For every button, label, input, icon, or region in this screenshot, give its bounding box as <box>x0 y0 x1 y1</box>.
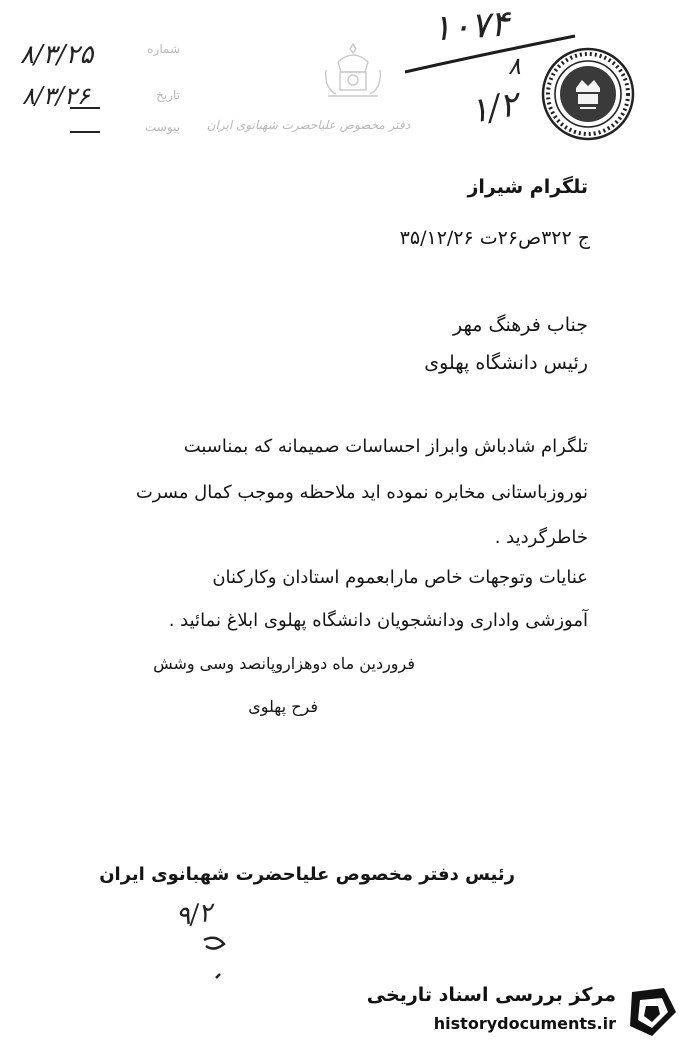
watermark-title: مرکز بررسی اسناد تاریخی <box>366 984 616 1006</box>
body-line-2: نوروزباستانی مخابره نموده اید ملاحظه وموجب کمال مسرت <box>135 482 588 503</box>
handwritten-note-2: ۸/۳/۲۶ <box>22 82 90 110</box>
recipient-name: جناب فرهنگ مهر <box>453 314 588 336</box>
handwritten-number: ۱۰۷۴ <box>430 3 511 50</box>
round-seal-stamp-icon <box>540 46 636 142</box>
recipient-title: رئیس دانشگاه پهلوی <box>424 352 588 374</box>
watermark-url: historydocuments.ir <box>433 1014 616 1033</box>
footer-office-line: رئیس دفتر مخصوص علیاحضرت شهبانوی ایران <box>99 864 515 885</box>
footer-initials: ۹/۲ <box>174 897 215 933</box>
body-line-5: آموزشی واداری ودانشجویان دانشگاه پهلوی ابلاغ نمائید . <box>168 610 588 631</box>
signature: فرح پهلوی <box>248 697 318 716</box>
handwritten-signature-mark <box>186 900 266 990</box>
body-date-line: فروردین ماه دوهزاروپانصد وسی وشش <box>153 654 415 673</box>
office-caption: دفتر مخصوص علیاحضرت شهبانوی ایران <box>206 118 410 132</box>
label-date: تاریخ <box>156 88 180 102</box>
archive-logo-icon <box>624 982 684 1042</box>
handwritten-day: ۸ <box>508 52 521 80</box>
body-line-1: تلگرام شادباش وابراز احساسات صمیمانه که بمناسبت <box>183 436 588 457</box>
body-line-4: عنایات وتوجهات خاص مارابعموم استادان وکارکنان <box>212 567 588 588</box>
handwritten-note-1: ۸/۳/۲۵ <box>20 40 94 70</box>
telegram-heading: تلگرام شیراز <box>467 176 588 198</box>
telegram-reference: ج ۳۲۲ص۲۶ت ۳۵/۱۲/۲۶ <box>399 227 590 249</box>
label-number: شماره <box>147 42 180 56</box>
handwritten-initial: ۱/۲ <box>466 84 522 132</box>
body-line-3: خاطرگردید . <box>494 527 588 548</box>
archive-watermark <box>366 982 686 1042</box>
label-attachment: پیوست <box>145 120 180 134</box>
